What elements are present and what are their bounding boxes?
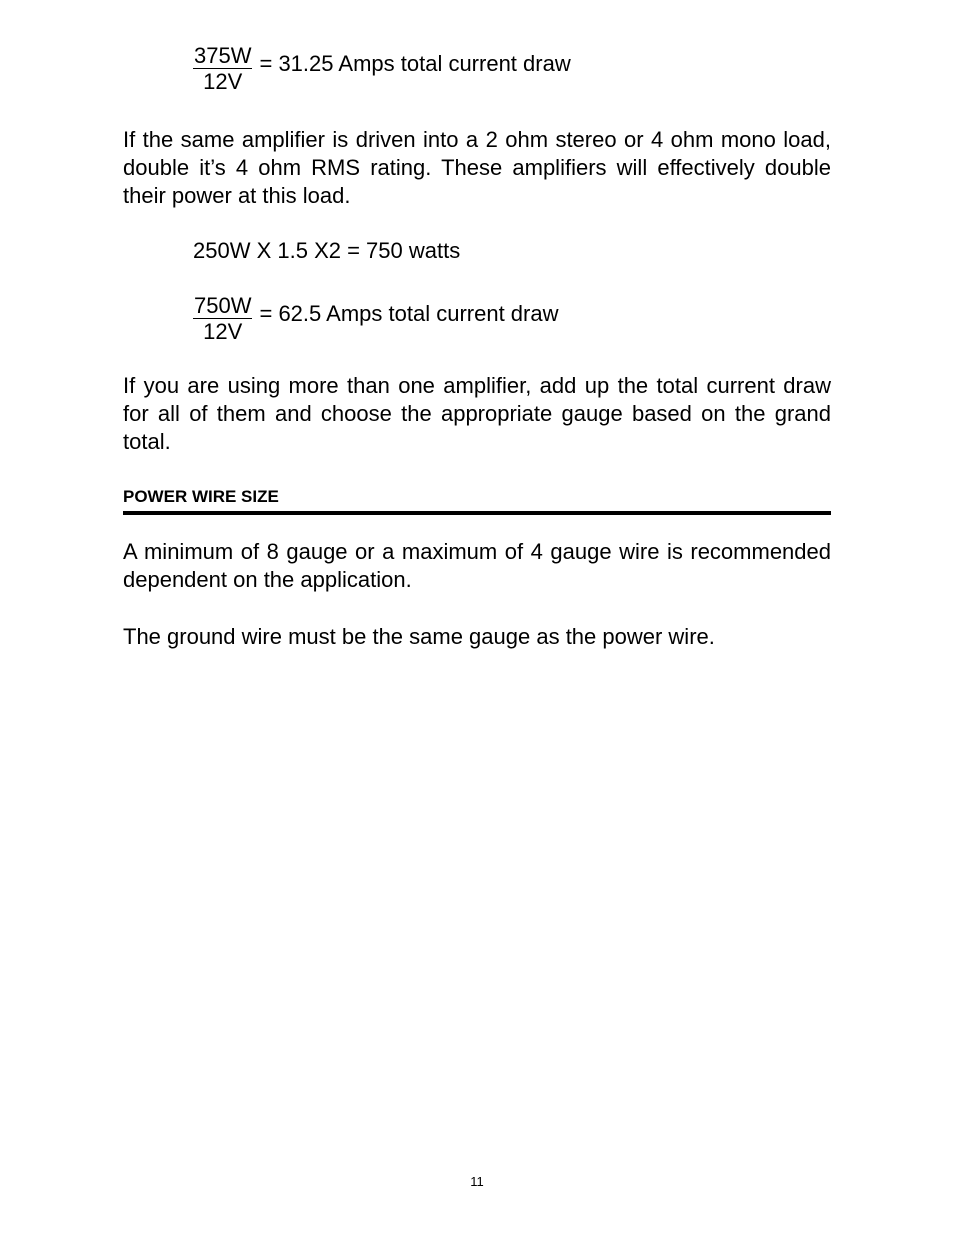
fraction <box>193 44 252 95</box>
page-number: 11 <box>470 1174 484 1189</box>
fraction-numerator: 375W <box>194 43 252 68</box>
fraction-numerator: 750W <box>194 293 252 318</box>
paragraph-bridged-load: If the same amplifier is driven into a 2 ohm stereo or 4 ohm mono load, double it’s 4 ohm RMS rating. These amplifiers will effectively double their power at this load. <box>123 127 831 208</box>
formula-result: = 62.5 Amps total current draw <box>259 301 559 326</box>
current-draw-formula-2 <box>193 294 558 345</box>
current-draw-formula-1 <box>193 44 571 95</box>
fraction-denominator: 12V <box>203 319 243 344</box>
paragraph-multiple-amplifiers: If you are using more than one amplifier, add up the total current draw for all of them and choose the appropriate gauge based on the grand total. <box>123 373 831 454</box>
power-calculation-formula: 250W X 1.5 X2 = 750 watts <box>193 238 461 263</box>
fraction <box>193 294 252 345</box>
formula-result: = 31.25 Amps total current draw <box>259 51 571 76</box>
paragraph-ground-wire: The ground wire must be the same gauge as the power wire. <box>123 624 715 649</box>
section-heading-power-wire-size: POWER WIRE SIZE <box>123 486 831 515</box>
paragraph-wire-gauge: A minimum of 8 gauge or a maximum of 4 gauge wire is recommended dependent on the application. <box>123 539 831 592</box>
fraction-denominator: 12V <box>203 69 243 94</box>
